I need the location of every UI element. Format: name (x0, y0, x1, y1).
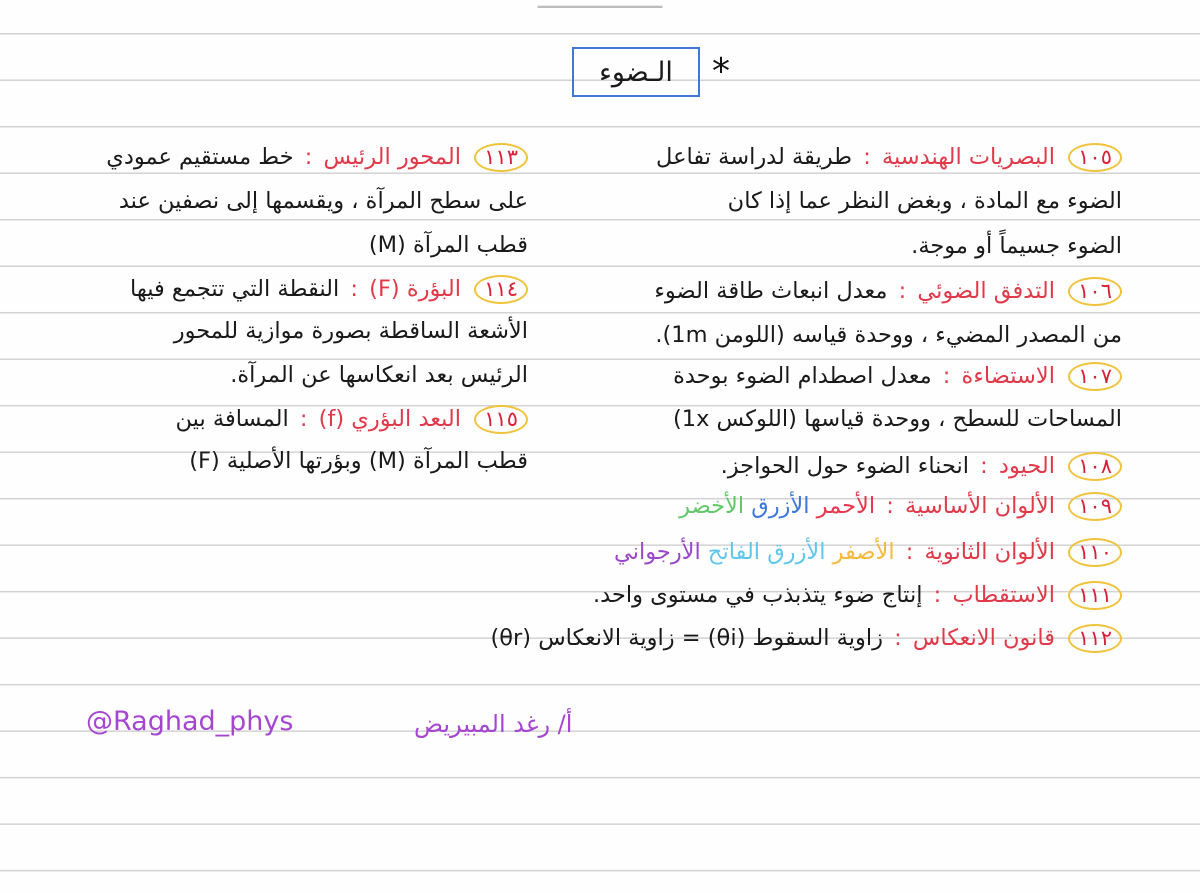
title-box (572, 47, 700, 97)
item-term: البعد البؤري (f) (318, 406, 461, 432)
colon-separator: : (905, 539, 914, 565)
item-definition: معدل انبعاث طاقة الضوء (654, 278, 888, 304)
color-name-red: الأحمر (816, 493, 876, 519)
title-area (572, 47, 730, 97)
colon-separator: : (350, 276, 358, 302)
item-definition: الضوء جسيماً أو موجة. (911, 233, 1122, 259)
item-definition: الرئيس بعد انعكاسها عن المرآة. (230, 362, 528, 388)
item-106-line-2 (655, 324, 1122, 347)
item-term: البؤرة (F) (369, 276, 461, 302)
item-number-circle: ١١٢ (1068, 624, 1122, 653)
item-definition: خط مستقيم عمودي (106, 144, 294, 170)
author-handle: @Raghad_phys (86, 706, 294, 737)
item-number-circle: ١٠٥ (1068, 143, 1122, 172)
colon-separator: : (980, 453, 988, 479)
colon-separator: : (942, 363, 951, 389)
item-110-line-1 (614, 538, 1122, 567)
item-113-line-2 (119, 190, 528, 213)
color-name-green: الأخضر (679, 493, 745, 519)
item-definition: زاوية السقوط (θi) = زاوية الانعكاس (θr) (490, 625, 883, 651)
colon-separator: : (886, 493, 894, 519)
item-definition: قطب المرآة (M) وبؤرتها الأصلية (F) (189, 448, 528, 474)
item-definition: على سطح المرآة ، ويقسمها إلى نصفين عند (118, 188, 528, 214)
item-114-line-1 (130, 275, 528, 304)
item-term: الألوان الثانوية (924, 539, 1055, 565)
item-definition: طريقة لدراسة تفاعل (656, 144, 853, 170)
colon-separator: : (894, 625, 902, 651)
item-definition: انحناء الضوء حول الحواجز. (720, 453, 970, 479)
item-111-line-1 (593, 581, 1122, 610)
author-signature: أ/ رغد المبيريض (414, 710, 573, 738)
item-definition: النقطة التي تتجمع فيها (130, 276, 340, 302)
item-number-circle: ١١١ (1068, 581, 1122, 610)
color-name-purple: الأرجواني (614, 539, 701, 565)
item-113-line-3 (369, 234, 528, 257)
item-number-circle: ١٠٧ (1068, 362, 1122, 391)
item-115-line-1 (176, 405, 528, 434)
item-term: التدفق الضوئي (917, 278, 1055, 304)
item-107-line-2 (673, 408, 1122, 431)
colon-separator: : (933, 582, 942, 608)
item-105-line-3 (911, 235, 1122, 258)
item-number-circle: ١٠٨ (1068, 452, 1122, 481)
item-number-circle: ١١٠ (1068, 538, 1122, 567)
color-name-yellow: الأصفر (832, 539, 895, 565)
colon-separator: : (304, 144, 313, 170)
item-definition: من المصدر المضيء ، ووحدة قياسه (اللومن 1m). (655, 322, 1122, 348)
item-number-circle: ١١٣ (474, 143, 528, 172)
colon-separator: : (898, 278, 907, 304)
item-term: الاستضاءة (961, 363, 1055, 389)
item-number-circle: ١٠٩ (1068, 492, 1122, 521)
item-105-line-2 (728, 190, 1122, 213)
item-105-line-1 (656, 143, 1122, 172)
item-114-line-3 (230, 364, 528, 387)
item-term: المحور الرئيس (323, 144, 461, 170)
asterisk-icon: * (712, 51, 730, 92)
item-term: الحيود (998, 453, 1055, 479)
colon-separator: : (299, 406, 308, 432)
item-107-line-1 (673, 362, 1122, 391)
item-113-line-1 (106, 143, 528, 172)
item-term: الألوان الأساسية (905, 493, 1055, 519)
item-definition: قطب المرآة (M) (368, 232, 528, 258)
item-term: البصريات الهندسية (881, 144, 1055, 170)
page-title: الـضوء (599, 56, 673, 88)
item-112-line-1 (490, 624, 1122, 653)
item-108-line-1 (721, 452, 1122, 481)
item-definition: الأشعة الساقطة بصورة موازية للمحور (173, 318, 528, 344)
color-name-lightblue: الأزرق الفاتح (707, 539, 826, 565)
cut-off-header-text (470, 0, 730, 8)
item-106-line-1 (654, 277, 1122, 306)
item-definition: الضوء مع المادة ، وبغض النظر عما إذا كان (727, 188, 1122, 214)
item-term: الاستقطاب (952, 582, 1055, 608)
item-definition: المساحات للسطح ، ووحدة قياسها (اللوكس 1x) (672, 406, 1122, 432)
color-name-blue: الأزرق (751, 493, 810, 519)
item-114-line-2 (174, 320, 528, 343)
item-number-circle: ١١٥ (474, 405, 528, 434)
item-number-circle: ١١٤ (474, 275, 528, 304)
item-definition: إنتاج ضوء يتذبذب في مستوى واحد. (592, 582, 923, 608)
colon-separator: : (863, 144, 871, 170)
item-115-line-2 (189, 450, 528, 473)
item-term: قانون الانعكاس (912, 625, 1055, 651)
item-definition: معدل اصطدام الضوء بوحدة (673, 363, 932, 389)
item-definition: المسافة بين (175, 406, 289, 432)
item-109-line-1 (679, 492, 1122, 521)
item-number-circle: ١٠٦ (1068, 277, 1122, 306)
